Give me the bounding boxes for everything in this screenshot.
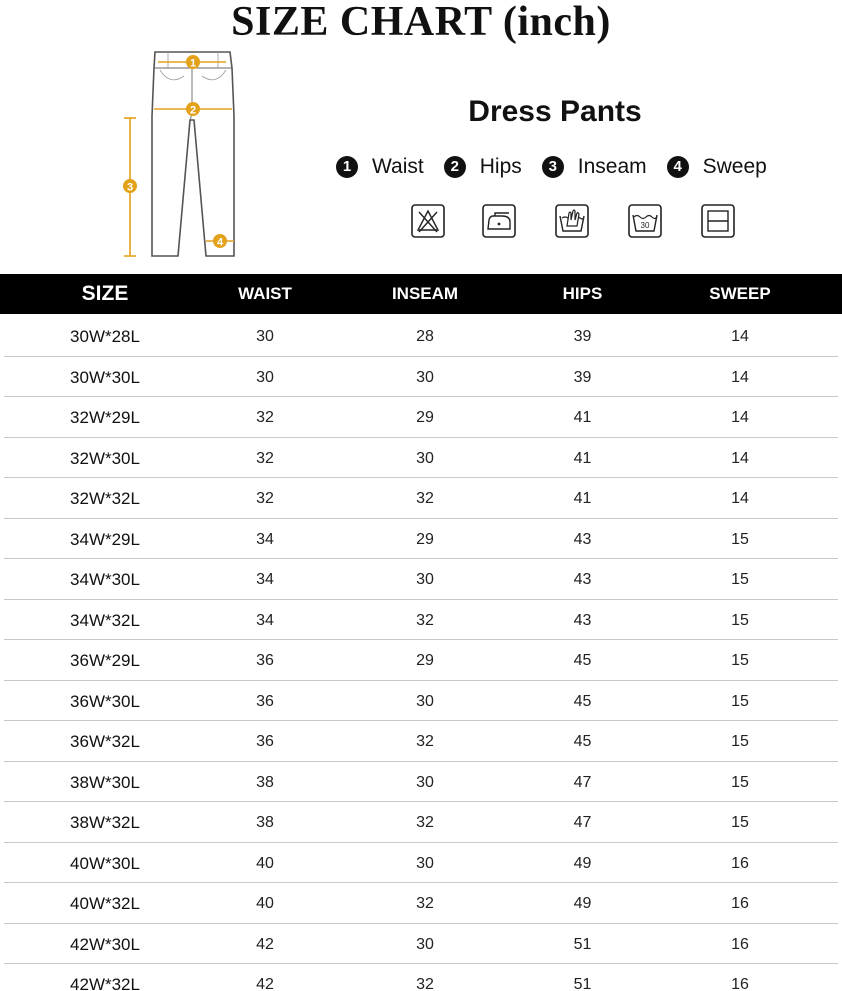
- marker-hips-number: 2: [189, 104, 197, 117]
- table-row: [4, 559, 838, 600]
- size-cell: 32W*30L: [70, 448, 140, 468]
- waist-cell: 36: [256, 652, 274, 669]
- size-cell: 34W*32L: [70, 610, 140, 630]
- waist-cell: 38: [256, 814, 274, 831]
- hips-cell: 41: [573, 409, 592, 426]
- waist-cell: 32: [256, 409, 274, 426]
- header-hips: HIPS: [562, 284, 603, 303]
- inseam-cell: 30: [416, 773, 434, 791]
- header-waist: WAIST: [238, 284, 292, 303]
- sweep-cell: 14: [731, 368, 749, 386]
- table-row: [4, 397, 838, 438]
- size-table-body: [0, 316, 842, 991]
- table-row: [4, 316, 838, 357]
- size-cell: 30W*28L: [70, 327, 140, 346]
- table-row: [4, 802, 838, 843]
- waist-cell: 32: [256, 449, 274, 467]
- table-row: [4, 883, 838, 924]
- hips-cell: 45: [573, 652, 592, 669]
- inseam-cell: 32: [416, 733, 434, 750]
- inseam-cell: 32: [416, 814, 434, 831]
- size-cell: 40W*30L: [70, 853, 140, 873]
- header-size: SIZE: [81, 282, 129, 305]
- product-subtitle: Dress Pants: [468, 95, 642, 128]
- sweep-cell: 15: [731, 814, 749, 831]
- inseam-cell: 30: [416, 449, 434, 467]
- table-row: [4, 762, 838, 803]
- table-row: [4, 600, 838, 641]
- legend-label: Sweep: [702, 155, 767, 178]
- hips-cell: 45: [573, 692, 592, 710]
- marker-sweep: [213, 234, 227, 249]
- legend-number-badge: 4: [667, 156, 689, 178]
- waist-cell: 34: [256, 611, 274, 629]
- size-cell: 36W*32L: [70, 732, 140, 751]
- inseam-cell: 30: [416, 692, 434, 710]
- hips-cell: 51: [573, 935, 592, 953]
- hips-cell: 41: [573, 449, 592, 467]
- hips-cell: 39: [573, 328, 592, 345]
- page-title: SIZE CHART (inch): [231, 0, 611, 45]
- waist-cell: 30: [256, 368, 274, 386]
- sweep-cell: 14: [731, 409, 749, 426]
- table-row: [4, 438, 838, 479]
- hips-cell: 43: [573, 611, 592, 629]
- waist-cell: 42: [256, 976, 274, 991]
- hips-cell: 51: [573, 976, 592, 991]
- table-row: [4, 843, 838, 884]
- size-cell: 32W*29L: [70, 408, 140, 427]
- size-cell: 34W*29L: [70, 529, 140, 549]
- inseam-cell: 32: [416, 895, 434, 912]
- size-cell: 42W*30L: [70, 934, 140, 954]
- hips-cell: 49: [573, 895, 592, 912]
- tumble-dry-flat-icon: [701, 204, 735, 238]
- hips-cell: 41: [573, 490, 592, 507]
- legend-item-waist: [336, 154, 424, 180]
- size-cell: 34W*30L: [70, 570, 140, 589]
- table-row: [4, 681, 838, 722]
- legend-item-hips: [444, 154, 522, 180]
- sweep-cell: 15: [731, 773, 749, 791]
- marker-sweep-number: 4: [216, 236, 224, 249]
- table-row: [4, 964, 838, 991]
- inseam-cell: 29: [416, 652, 434, 669]
- sweep-cell: 14: [731, 328, 749, 345]
- size-cell: 32W*32L: [70, 489, 140, 508]
- sweep-cell: 16: [731, 854, 749, 872]
- waist-cell: 34: [256, 530, 274, 548]
- sweep-cell: 16: [731, 895, 749, 912]
- legend-label: Waist: [372, 155, 424, 178]
- legend-number-badge: 3: [542, 156, 564, 178]
- size-cell: 38W*30L: [70, 772, 140, 792]
- header-inseam: INSEAM: [391, 284, 459, 303]
- measurement-markers: [110, 46, 250, 261]
- inseam-cell: 29: [416, 530, 434, 548]
- inseam-cell: 29: [416, 409, 434, 426]
- inseam-cell: 30: [416, 368, 434, 386]
- wash-temperature: 30: [640, 221, 650, 230]
- waist-cell: 40: [256, 854, 274, 872]
- marker-inseam: [123, 179, 137, 194]
- sweep-cell: 14: [731, 449, 749, 467]
- legend-number-badge: 1: [336, 156, 358, 178]
- size-cell: 42W*32L: [70, 975, 140, 991]
- inseam-cell: 30: [416, 571, 434, 588]
- header-sweep: SWEEP: [709, 284, 771, 303]
- size-cell: 40W*32L: [70, 894, 140, 913]
- table-row: [4, 478, 838, 519]
- sweep-cell: 16: [731, 976, 749, 991]
- marker-waist-number: 1: [189, 57, 197, 70]
- inseam-cell: 30: [416, 854, 434, 872]
- hand-wash-icon: [555, 204, 589, 238]
- waist-cell: 30: [256, 328, 274, 345]
- measurement-legend: [336, 153, 767, 181]
- hips-cell: 43: [573, 571, 592, 588]
- hips-cell: 43: [573, 530, 592, 548]
- sweep-cell: 15: [731, 611, 749, 629]
- size-cell: 36W*29L: [70, 651, 140, 670]
- inseam-cell: 32: [416, 976, 434, 991]
- table-row: [4, 640, 838, 681]
- sweep-cell: 15: [731, 692, 749, 710]
- sweep-cell: 15: [731, 571, 749, 588]
- waist-cell: 34: [256, 571, 274, 588]
- machine-wash-30-icon: [628, 204, 662, 238]
- hips-cell: 49: [573, 854, 592, 872]
- table-row: [4, 721, 838, 762]
- inseam-cell: 30: [416, 935, 434, 953]
- legend-item-sweep: [667, 154, 767, 180]
- size-cell: 38W*32L: [70, 813, 140, 832]
- size-table-header: [0, 274, 842, 314]
- legend-label: Inseam: [577, 155, 647, 178]
- waist-cell: 42: [256, 935, 274, 953]
- table-row: [4, 357, 838, 398]
- inseam-cell: 32: [416, 611, 434, 629]
- sweep-cell: 15: [731, 652, 749, 669]
- marker-hips: [186, 102, 200, 117]
- legend-label: Hips: [479, 155, 522, 178]
- legend-number-badge: 2: [444, 156, 466, 178]
- hips-cell: 47: [573, 814, 592, 831]
- table-row: [4, 924, 838, 965]
- sweep-cell: 16: [731, 935, 749, 953]
- waist-cell: 36: [256, 692, 274, 710]
- size-cell: 36W*30L: [70, 691, 140, 711]
- waist-cell: 40: [256, 895, 274, 912]
- marker-waist: [186, 55, 200, 70]
- hips-cell: 45: [573, 733, 592, 750]
- waist-cell: 32: [256, 490, 274, 507]
- waist-cell: 36: [256, 733, 274, 750]
- sweep-cell: 14: [731, 490, 749, 507]
- sweep-cell: 15: [731, 733, 749, 750]
- size-cell: 30W*30L: [70, 367, 140, 387]
- marker-inseam-number: 3: [126, 181, 134, 194]
- table-row: [4, 519, 838, 560]
- hips-cell: 47: [573, 773, 592, 791]
- inseam-cell: 28: [416, 328, 434, 345]
- waist-cell: 38: [256, 773, 274, 791]
- do-not-bleach-icon: [411, 204, 445, 238]
- iron-low-icon: [482, 204, 516, 238]
- pants-diagram: [110, 46, 250, 261]
- hips-cell: 39: [573, 368, 592, 386]
- sweep-cell: 15: [731, 530, 749, 548]
- inseam-cell: 32: [416, 490, 434, 507]
- legend-item-inseam: [542, 154, 647, 180]
